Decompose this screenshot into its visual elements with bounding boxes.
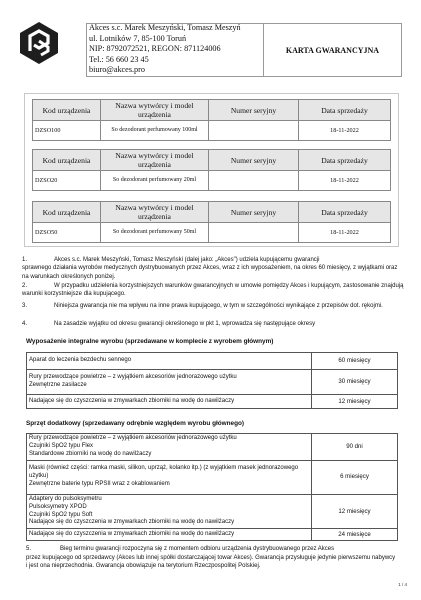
company-nip-regon: NIP: 8792072521, REGON: 871124006 — [89, 44, 221, 54]
table-row — [27, 353, 398, 370]
paragraph-number: 4. — [22, 321, 28, 327]
table-row — [33, 223, 391, 243]
warranty-item: Rury przewodzące powietrze – z wyjątkiem akcesoriów jednorazowego użytku Zewnętrzne zasilacze — [27, 370, 312, 395]
col-header-code: Kod urządzenia — [33, 150, 101, 171]
company-info — [87, 23, 264, 77]
product-code: DZSO20 — [33, 171, 101, 191]
product-serial — [209, 121, 299, 141]
paragraph-number: 2. — [22, 283, 28, 289]
product-table-2 — [32, 149, 391, 191]
warranty-table-integral — [26, 352, 398, 409]
product-date: 18-11-2022 — [299, 171, 391, 191]
section-title-additional: Sprzęt dodatkowy (sprzedawany odrębnie względem wyrobu głównego) — [26, 420, 245, 427]
paragraph-3 — [22, 302, 404, 310]
table-row — [27, 434, 398, 461]
product-serial — [209, 223, 299, 243]
warranty-period: 24 miesięce — [312, 529, 398, 541]
paragraph-text: sprawnego działania wyrobów medycznych dystrybuowanych przez Akces, wraz z ich wyposażeniem, na okres 60 miesięcy, z wyjątkami oraz na warunkach określonych poniżej. — [22, 265, 398, 280]
product-name: So dezodorant perfumowany 100ml — [101, 121, 209, 141]
warranty-period: 12 miesięcy — [312, 395, 398, 409]
warranty-item: Maski (również części: ramka maski, silikon, uprząż, kolanko itp.) (z wyjątkiem masek jednorazowego użytku) Zewnętrzne baterie typu RPSII wraz z okablowaniem — [27, 460, 312, 494]
col-header-code: Kod urządzenia — [33, 202, 101, 223]
product-name: So dezodorant perfumowany 50ml — [101, 223, 209, 243]
col-header-date: Data sprzedaży — [299, 202, 391, 223]
col-header-date: Data sprzedaży — [299, 150, 391, 171]
col-header-code: Kod urządzenia — [33, 100, 101, 121]
product-table-3 — [32, 201, 391, 243]
company-name: Akces s.c. Marek Meszyński, Tomasz Meszyń — [89, 23, 241, 32]
col-header-name: Nazwa wytwórcy i model urządzenia — [101, 202, 209, 223]
warranty-period: 60 miesięcy — [312, 353, 398, 370]
paragraph-number: 5. — [26, 546, 32, 552]
paragraph-text: przez kupującego od sprzedawcy (Akces lub innej spółki dostarczającej towar Akces). Gwarancja przysługuje jedynie pierwszemu nabywcy i jest ona nieprzechodnia. Gwarancja obowiązuje na terytorium Rzeczpospolitej Polskiej. — [26, 554, 396, 570]
warranty-item: Rury przewodzące powietrze – z wyjątkiem akcesoriów jednorazowego użytku Czujniki SpO2 typu Flex Standardowe zbiorniki na wodę do nawilżaczy — [27, 434, 312, 461]
table-row — [27, 370, 398, 395]
paragraph-text: W przypadku udzielenia korzystniejszych warunków gwarancyjnych w umowie pomiędzy Akces i kupującym, zastosowanie znajdują warunki korzystniejsze dla kupującego. — [22, 283, 404, 298]
paragraph-number: 3. — [22, 303, 28, 309]
col-header-serial: Numer seryjny — [209, 100, 299, 121]
product-code: DZSO100 — [33, 121, 101, 141]
paragraph-text: Bieg terminu gwarancji rozpoczyna się z momentem odbioru urządzenia dystrybuowanego przez Akces — [60, 546, 335, 552]
col-header-name: Nazwa wytwórcy i model urządzenia — [101, 100, 209, 121]
company-address: ul. Lotników 7, 85-100 Toruń — [89, 33, 187, 43]
paragraph-2 — [22, 282, 404, 299]
col-header-serial: Numer seryjny — [209, 202, 299, 223]
product-name: So dezodorant perfumowany 20ml — [101, 171, 209, 191]
company-logo-icon — [17, 21, 61, 65]
table-row — [33, 121, 391, 141]
table-row — [27, 460, 398, 494]
product-date: 18-11-2022 — [299, 223, 391, 243]
warranty-item: Aparat do leczenia bezdechu sennego — [27, 353, 312, 370]
product-date: 18-11-2022 — [299, 121, 391, 141]
warranty-period: 30 miesięcy — [312, 370, 398, 395]
table-row — [27, 395, 398, 409]
paragraph-5 — [26, 545, 398, 571]
warranty-item: Adaptery do pulsoksymetru Pulsoksymetry XPOD Czujniki SpO2 typu Soft Nadające się do czyszczenia w zmywarkach zbiorniki na wodę do nawilżaczy — [27, 494, 312, 529]
warranty-table-additional — [26, 433, 398, 541]
section-title-integral: Wyposażenie integralne wyrobu (sprzedawane w komplecie z wyrobem głównym) — [26, 338, 274, 345]
paragraph-1 — [22, 256, 404, 281]
col-header-name: Nazwa wytwórcy i model urządzenia — [101, 150, 209, 171]
company-phone: Tel.: 56 660 23 45 — [89, 54, 149, 64]
warranty-period: 90 dni — [312, 434, 398, 461]
table-row — [27, 529, 398, 541]
col-header-serial: Numer seryjny — [209, 150, 299, 171]
warranty-period: 12 miesięcy — [312, 494, 398, 529]
page-number: 1 / 4 — [398, 582, 407, 587]
col-header-date: Data sprzedaży — [299, 100, 391, 121]
product-code: DZSO50 — [33, 223, 101, 243]
table-row — [27, 494, 398, 529]
paragraph-4 — [22, 320, 404, 328]
warranty-item: Nadające się do czyszczenia w zmywarkach zbiorniki na wodę do nawilżaczy — [27, 395, 312, 409]
product-table-1 — [32, 99, 391, 141]
document-title: KARTA GWARANCYJNA — [263, 23, 402, 77]
paragraph-text: Akces s.c. Marek Meszyński, Tomasz Meszyński (dalej jako: „Akces") udziela kupującemu gwarancji — [54, 257, 320, 263]
warranty-period: 6 miesięcy — [312, 460, 398, 494]
warranty-item: Nadające się do czyszczenia w zmywarkach zbiorniki na wodę do nawilżaczy — [27, 529, 312, 541]
company-email: biuro@akces.pro — [89, 65, 145, 75]
table-row — [33, 171, 391, 191]
product-serial — [209, 171, 299, 191]
paragraph-text: Na zasadzie wyjątku od okresu gwarancji określonego w pkt 1, wprowadza się następujące okresy — [54, 321, 316, 327]
paragraph-number: 1. — [22, 257, 28, 263]
paragraph-text: Niniejsza gwarancja nie ma wpływu na inne prawa kupującego, w tym w szczególności wynikające z przepisów dot. rękojmi. — [54, 303, 383, 309]
